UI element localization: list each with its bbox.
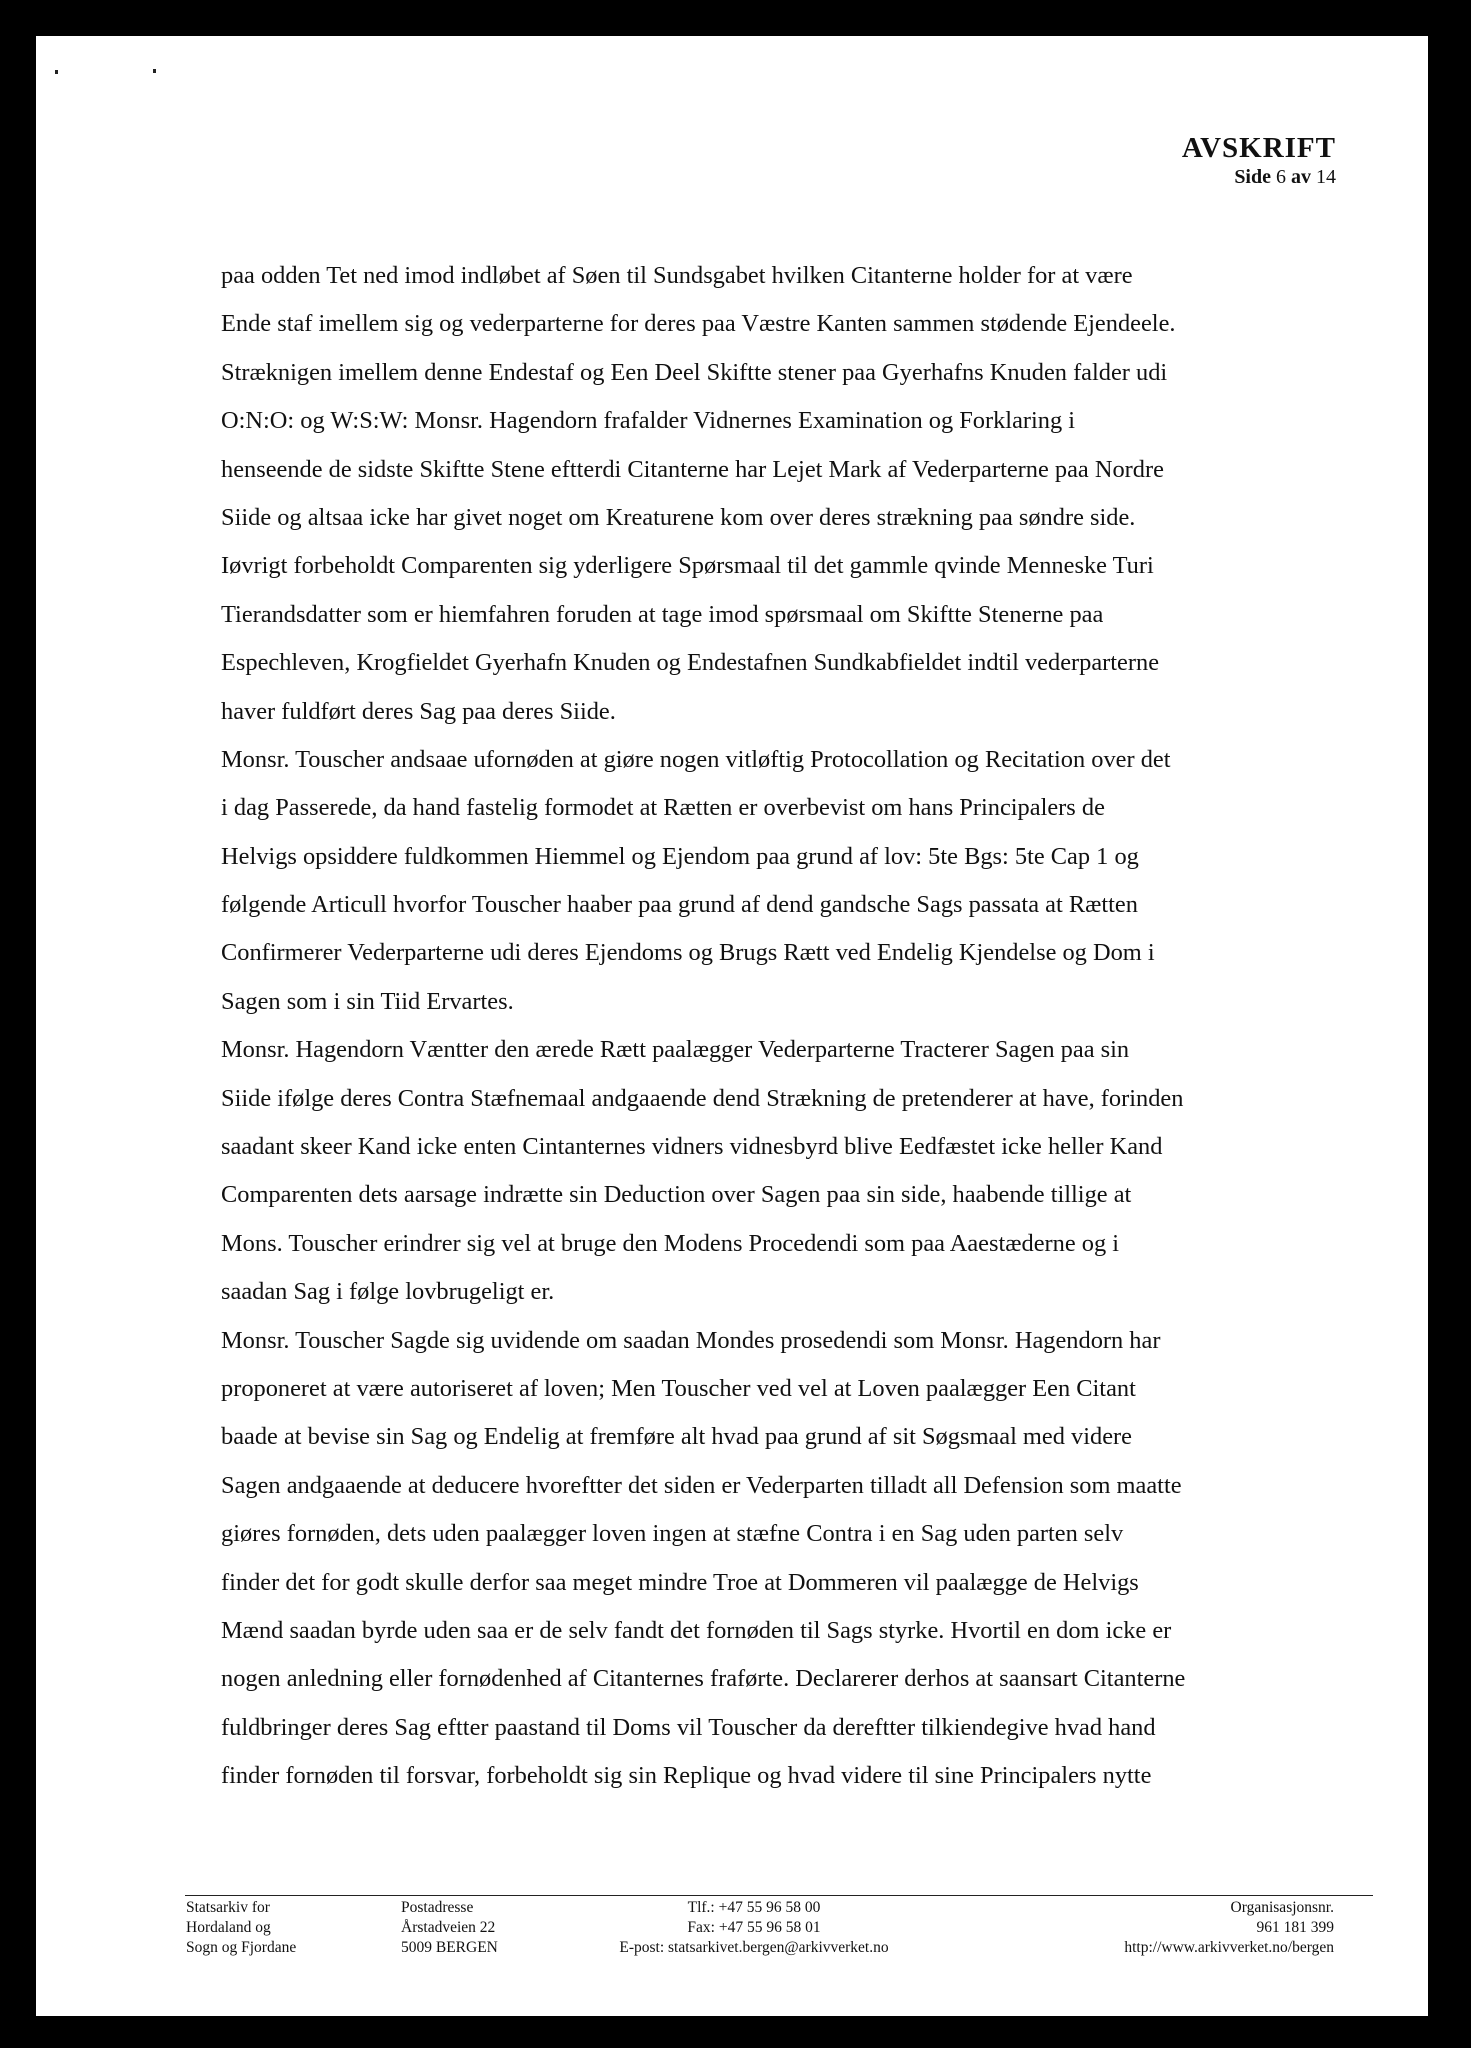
footer-contact bbox=[604, 1898, 904, 1958]
page-total: 14 bbox=[1316, 166, 1336, 188]
document-page bbox=[36, 36, 1428, 2016]
scan-speck bbox=[55, 70, 58, 74]
text-line: Monsr. Touscher Sagde sig uvidende om saadan Mondes prosedendi som Monsr. Hagendorn har bbox=[221, 1326, 1161, 1354]
text-line: følgende Articull hvorfor Touscher haaber paa grund af dend gandsche Sags passata at Rætten bbox=[221, 891, 1138, 919]
text-line: paa odden Tet ned imod indløbet af Søen til Sundsgabet hvilken Citanterne holder for at være bbox=[221, 262, 1133, 289]
text-line: Monsr. Hagendorn Væntter den ærede Rætt paalægger Vederparterne Tracterer Sagen paa sin bbox=[221, 1036, 1130, 1064]
text-line: Espechleven, Krogfieldet Gyerhafn Knuden og Endestafnen Sundkabfieldet indtil vederparterne bbox=[221, 649, 1160, 677]
text-line: Monsr. Touscher andsaae ufornøden at giøre nogen vitløftig Protocollation og Recitation over det bbox=[221, 745, 1171, 773]
document-title: AVSKRIFT bbox=[1181, 132, 1336, 164]
page-label: Side bbox=[1234, 166, 1271, 188]
text-line: O:N:O: og W:S:W: Monsr. Hagendorn frafalder Vidnernes Examination og Forklaring i bbox=[221, 407, 1076, 435]
text-line: Sagen som i sin Tiid Ervartes. bbox=[221, 987, 514, 1015]
text-line: finder fornøden til forsvar, forbeholdt sig sin Replique og hvad videre til sine Principalers nytte bbox=[221, 1762, 1152, 1790]
transcript-body bbox=[221, 252, 1386, 1801]
footer-text: Organisasjonsnr. bbox=[1230, 1899, 1334, 1916]
text-line: Tierandsdatter som er hiemfahren foruden at tage imod spørsmaal om Skiftte Stenerne paa bbox=[221, 600, 1104, 628]
footer-text: Postadresse bbox=[401, 1899, 474, 1916]
text-line: Stræknigen imellem denne Endestaf og Een Deel Skiftte stener paa Gyerhafns Knuden falder udi bbox=[221, 358, 1168, 386]
text-line: Confirmerer Vederparterne udi deres Ejendoms og Brugs Rætt ved Endelig Kjendelse og Dom i bbox=[221, 939, 1155, 967]
text-line: Siide og altsaa icke har givet noget om Kreaturene kom over deres strækning paa søndre side. bbox=[221, 503, 1136, 531]
footer-phone: Tlf.: +47 55 96 58 00 bbox=[687, 1899, 821, 1916]
text-line: i dag Passerede, da hand fastelig formodet at Rætten er overbevist om hans Principalers de bbox=[221, 794, 1105, 822]
footer-organisation bbox=[1016, 1898, 1334, 1958]
page-header bbox=[1182, 132, 1336, 190]
text-line: baade at bevise sin Sag og Endelig at fremføre alt hvad paa grund af sit Søgsmaal med videre bbox=[221, 1423, 1132, 1451]
footer-text: Sogn og Fjordane bbox=[186, 1939, 297, 1956]
footer-text: Statsarkiv for bbox=[186, 1899, 270, 1916]
footer-email: E-post: statsarkivet.bergen@arkivverket.no bbox=[619, 1939, 889, 1956]
page-number bbox=[1182, 164, 1336, 190]
text-line: Ende staf imellem sig og vederparterne for deres paa Væstre Kanten sammen stødende Ejendeele. bbox=[221, 310, 1176, 338]
text-line: henseende de sidste Skiftte Stene eftterdi Citanterne har Lejet Mark af Vederparterne paa Nordre bbox=[221, 455, 1164, 483]
footer-text: 5009 BERGEN bbox=[401, 1939, 498, 1956]
scan-speck bbox=[153, 69, 156, 73]
footer-archive-name bbox=[186, 1898, 296, 1958]
text-line: fuldbringer deres Sag eftter paastand til Doms vil Touscher da dereftter tilkiendegive hvad hand bbox=[221, 1713, 1156, 1741]
text-line: Comparenten dets aarsage indrætte sin Deduction over Sagen paa sin side, haabende tillige at bbox=[221, 1181, 1132, 1209]
footer-text: Hordaland og bbox=[186, 1919, 271, 1936]
footer-fax: Fax: +47 55 96 58 01 bbox=[687, 1919, 821, 1936]
text-line: Helvigs opsiddere fuldkommen Hiemmel og Ejendom paa grund af lov: 5te Bgs: 5te Cap 1 og bbox=[221, 842, 1139, 870]
footer-postal-address bbox=[401, 1898, 498, 1958]
text-line: Mænd saadan byrde uden saa er de selv fandt det fornøden til Sags styrke. Hvortil en dom icke er bbox=[221, 1616, 1172, 1644]
text-line: Mons. Touscher erindrer sig vel at bruge den Modens Procedendi som paa Aaestæderne og i bbox=[221, 1229, 1120, 1257]
footer-text: Årstadveien 22 bbox=[401, 1919, 496, 1936]
text-line: giøres fornøden, dets uden paalægger loven ingen at stæfne Contra i en Sag uden parten selv bbox=[221, 1520, 1124, 1548]
text-line: haver fuldført deres Sag paa deres Siide. bbox=[221, 697, 616, 725]
text-line: finder det for godt skulle derfor saa meget mindre Troe at Dommeren vil paalægge de Helvigs bbox=[221, 1568, 1139, 1596]
text-line: Siide ifølge deres Contra Stæfnemaal andgaaende dend Strækning de pretenderer at have, forinden bbox=[221, 1084, 1184, 1112]
page-current: 6 bbox=[1276, 166, 1286, 188]
text-line: proponeret at være autoriseret af loven; Men Touscher ved vel at Loven paalægger Een Citant bbox=[221, 1374, 1136, 1402]
footer-org-number: 961 181 399 bbox=[1256, 1919, 1334, 1936]
footer-website: http://www.arkivverket.no/bergen bbox=[1124, 1939, 1334, 1956]
footer-divider bbox=[185, 1895, 1373, 1896]
text-line: nogen anledning eller fornødenhed af Citanternes fraførte. Declarerer derhos at saansart Citanterne bbox=[221, 1665, 1186, 1693]
text-line: Iøvrigt forbeholdt Comparenten sig yderligere Spørsmaal til det gammle qvinde Menneske Turi bbox=[221, 552, 1154, 580]
page-of: av bbox=[1291, 166, 1311, 188]
text-line: saadan Sag i følge lovbrugeligt er. bbox=[221, 1278, 555, 1306]
text-line: saadant skeer Kand icke enten Cintanternes vidners vidnesbyrd blive Eedfæstet icke heller Kand bbox=[221, 1133, 1163, 1161]
text-line: Sagen andgaaende at deducere hvoreftter det siden er Vederparten tilladt all Defension som maatte bbox=[221, 1471, 1182, 1499]
